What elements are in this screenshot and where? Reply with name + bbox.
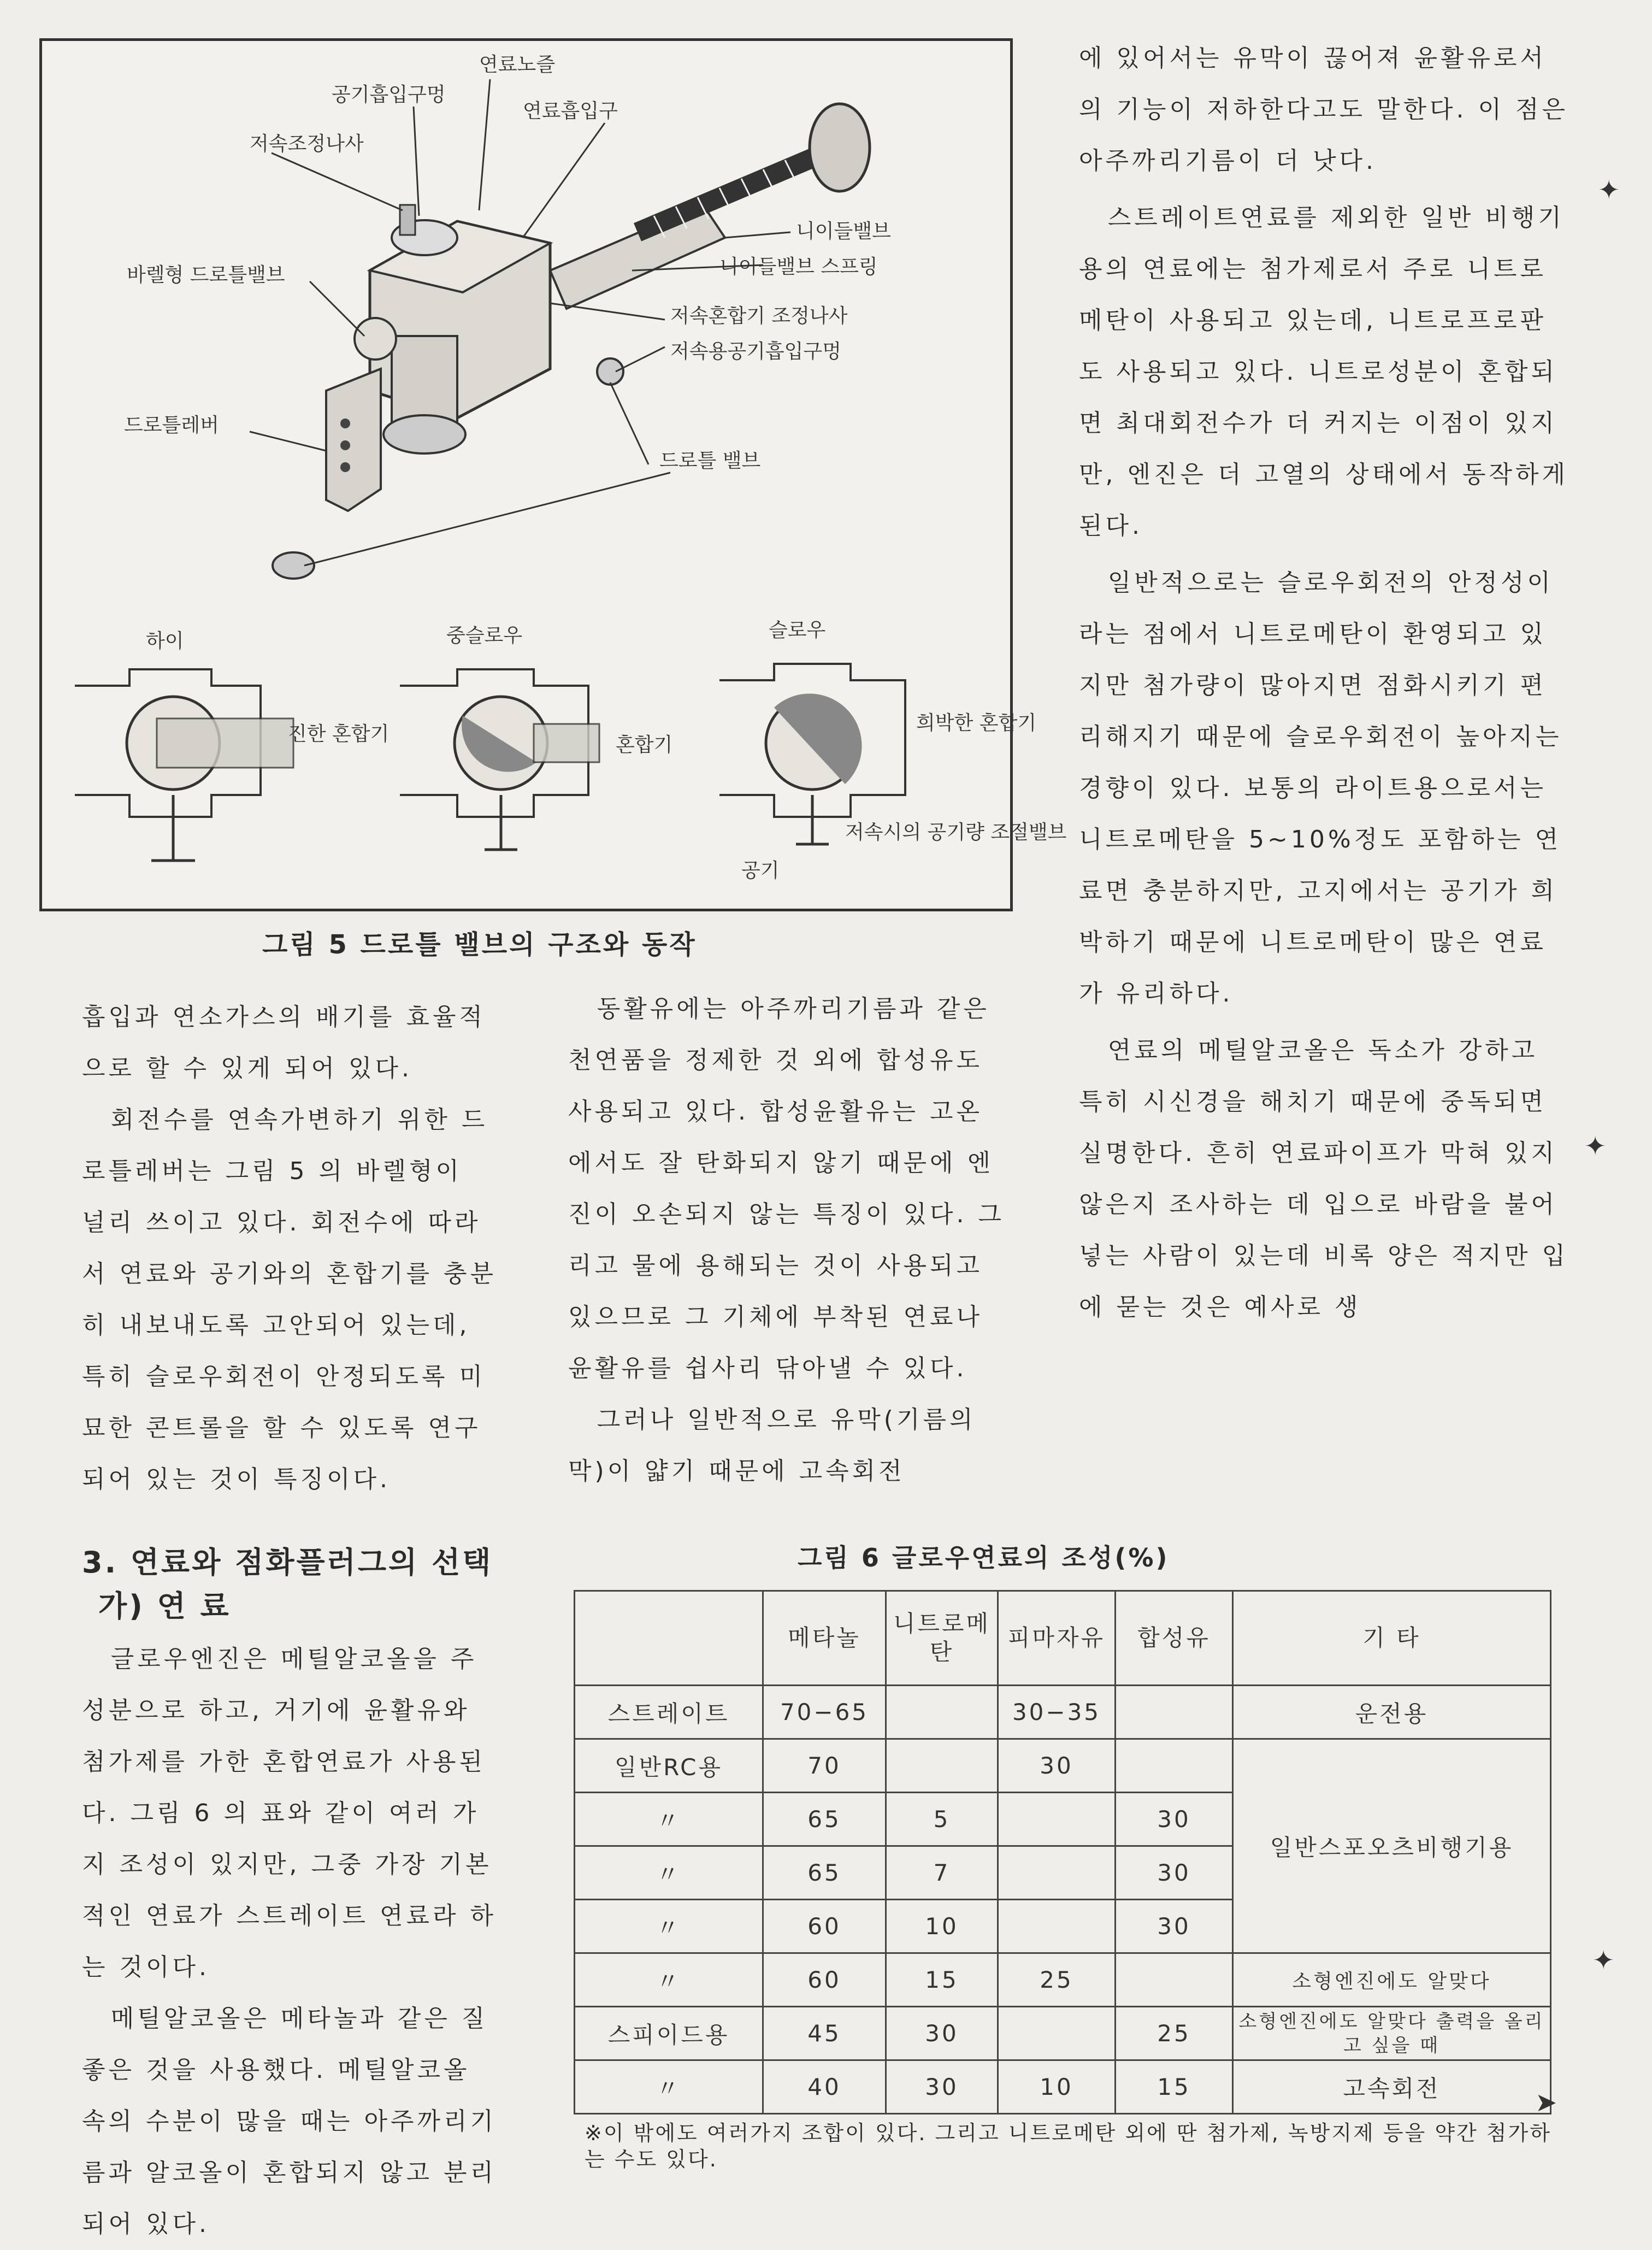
castor-cell: 10: [998, 2060, 1116, 2114]
synthetic-cell: [1116, 1953, 1233, 2007]
synthetic-cell: 30: [1116, 1846, 1233, 1900]
table-row: [575, 1953, 1551, 2007]
synthetic-cell: 30: [1116, 1900, 1233, 1953]
label-needle-spring: 니이들밸브 스프링: [719, 256, 878, 278]
label-mixture: 혼합기: [616, 734, 673, 756]
methanol-cell: 70−65: [763, 1686, 886, 1739]
castor-cell: [998, 2007, 1116, 2060]
paragraph: 글로우엔진은 메틸알코올을 주성분으로 하고, 거기에 윤활유와 첨가제를 가한 혼합연료가 사용된다. 그림 6 의 표와 같이 여러 가지 조성이 있지만, 그중 가장 기본적인 연료가 스트레이트 연료라 하는 것이다.: [82, 1645, 497, 1981]
margin-mark-icon: ➤: [1535, 2087, 1557, 2118]
paragraph: 회전수를 연속가변하기 위한 드로틀레버는 그림 5 의 바렐형이 널리 쓰이고 있다. 회전수에 따라서 연료와 공기와의 혼합기를 충분히 내보내도록 고안되어 있는데, 특히 슬로우회전이 안정되도록 미묘한 콘트롤을 할 수 있도록 연구되어 있는 것이 특징이다.: [82, 1106, 497, 1493]
label-throttle-lever: 드로틀레버: [124, 414, 219, 437]
section-body: [82, 1634, 497, 2238]
nitro-cell: 15: [886, 1953, 998, 2007]
header-cell: [575, 1591, 763, 1686]
header-cell: 기 타: [1233, 1591, 1551, 1686]
label-lean-mixture: 희박한 혼합기: [916, 712, 1037, 734]
header-cell: 메타놀: [763, 1591, 886, 1686]
other-cell: 운전용: [1233, 1686, 1551, 1739]
right-text-column: [1079, 33, 1571, 1333]
label-rich-mixture: 진한 혼합기: [288, 723, 390, 745]
row-name: 스트레이트: [575, 1686, 763, 1739]
row-name: 〃: [575, 1900, 763, 1953]
figure-6-caption: 그림 6 글로우연료의 조성(%): [798, 1543, 1170, 1572]
synthetic-cell: 25: [1116, 2007, 1233, 2060]
section-subheading: 가) 연 료: [98, 1589, 231, 1623]
label-air: 공기: [741, 859, 780, 882]
row-name: 스피이드용: [575, 2007, 763, 2060]
row-name: 〃: [575, 1793, 763, 1846]
middle-text-column: [568, 983, 1005, 1508]
label-mid-slow: 중슬로우: [446, 625, 523, 647]
nitro-cell: 5: [886, 1793, 998, 1846]
nitro-cell: 7: [886, 1846, 998, 1900]
header-cell: 피마자유: [998, 1591, 1116, 1686]
row-name: 〃: [575, 2060, 763, 2114]
castor-cell: 25: [998, 1953, 1116, 2007]
figure-5-diagram: [39, 38, 1067, 911]
fuel-composition-table: [574, 1590, 1551, 2114]
table-row: [575, 2007, 1551, 2060]
group-note-cell: 일반스포오츠비행기용: [1233, 1739, 1551, 1953]
synthetic-cell: 30: [1116, 1793, 1233, 1846]
methanol-cell: 60: [763, 1900, 886, 1953]
margin-mark-icon: ✦: [1598, 175, 1620, 205]
synthetic-cell: [1116, 1686, 1233, 1739]
table-row: [575, 1739, 1551, 1793]
label-rotary-throttle: 바렐형 드로틀밸브: [127, 264, 285, 286]
table-row: [575, 2060, 1551, 2114]
row-name: 일반RC용: [575, 1739, 763, 1793]
label-low-air-valve: 저속시의 공기량 조절밸브: [845, 821, 1067, 844]
methanol-cell: 40: [763, 2060, 886, 2114]
castor-cell: 30: [998, 1739, 1116, 1793]
paragraph: 동활유에는 아주까리기름과 같은 천연품을 정제한 것 외에 합성유도 사용되고 있다. 합성윤활유는 고온에서도 잘 탄화되지 않기 때문에 엔진이 오손되지 않는 특징이 있다. 그리고 물에 용해되는 것이 사용되고 있으므로 그 기체에 부착된 연료나 윤활유를 쉽사리 닦아낼 수 있다.: [568, 995, 1005, 1382]
section-heading-block: [82, 1541, 493, 1628]
label-throttle-valve: 드로틀 밸브: [659, 450, 761, 472]
label-low-speed-air-port: 저속용공기흡입구멍: [670, 340, 841, 363]
castor-cell: [998, 1846, 1116, 1900]
nitro-cell: [886, 1739, 998, 1793]
label-needle-valve: 니이들밸브: [796, 220, 891, 243]
synthetic-cell: 15: [1116, 2060, 1233, 2114]
synthetic-cell: [1116, 1739, 1233, 1793]
label-full: 하이: [146, 630, 184, 652]
throttle-valve-illustration: [42, 41, 1067, 909]
nitro-cell: 30: [886, 2060, 998, 2114]
left-text-column: [82, 992, 497, 1527]
table-footnote: ※이 밖에도 여러가지 조합이 있다. 그리고 니트로메탄 외에 딴 첨가제, 녹방지제 등을 약간 첨가하는 수도 있다.: [585, 2121, 1551, 2171]
figure-5-caption: 그림 5 드로틀 밸브의 구조와 동작: [262, 929, 697, 960]
methanol-cell: 45: [763, 2007, 886, 2060]
label-slow: 슬로우: [769, 619, 826, 641]
castor-cell: [998, 1793, 1116, 1846]
table-header-row: [575, 1591, 1551, 1686]
label-low-speed-screw: 저속조정나사: [250, 133, 364, 155]
paragraph: 메틸알코올은 메타놀과 같은 질좋은 것을 사용했다. 메틸알코올 속의 수분이 많을 때는 아주까리기름과 알코올이 혼합되지 않고 분리되어 있다.: [82, 2005, 497, 2238]
paragraph: 스트레이트연료를 제외한 일반 비행기용의 연료에는 첨가제로서 주로 니트로메탄이 사용되고 있는데, 니트로프로판도 사용되고 있다. 니트로성분이 혼합되면 최대회전수가 더 커지는 이점이 있지만, 엔진은 더 고열의 상태에서 동작하게 된다.: [1079, 204, 1568, 540]
methanol-cell: 65: [763, 1793, 886, 1846]
nitro-cell: [886, 1686, 998, 1739]
header-cell: 니트로메탄: [886, 1591, 998, 1686]
label-low-speed-mixture-screw: 저속혼합기 조정나사: [670, 305, 848, 327]
castor-cell: 30−35: [998, 1686, 1116, 1739]
table-row: [575, 1686, 1551, 1739]
row-name: 〃: [575, 1846, 763, 1900]
paragraph: 에 있어서는 유막이 끊어져 윤활유로서의 기능이 저하한다고도 말한다. 이 점은 아주까리기름이 더 낫다.: [1079, 44, 1568, 175]
methanol-cell: 65: [763, 1846, 886, 1900]
methanol-cell: 60: [763, 1953, 886, 2007]
methanol-cell: 70: [763, 1739, 886, 1793]
other-cell: 고속회전: [1233, 2060, 1551, 2114]
nitro-cell: 30: [886, 2007, 998, 2060]
label-fuel-inlet: 연료흡입구: [523, 100, 618, 122]
other-cell: 소형엔진에도 알맞다: [1233, 1953, 1551, 2007]
section-heading: 3. 연료와 점화플러그의 선택: [82, 1545, 493, 1580]
other-cell: 소형엔진에도 알맞다 출력을 올리고 싶을 때: [1233, 2007, 1551, 2060]
label-fuel-nozzle: 연료노즐: [479, 54, 556, 76]
row-name: 〃: [575, 1953, 763, 2007]
paragraph: 일반적으로는 슬로우회전의 안정성이라는 점에서 니트로메탄이 환영되고 있지만 첨가량이 많아지면 점화시키기 편리해지기 때문에 슬로우회전이 높아지는 경향이 있다. 보통의 라이트용으로서는 니트로메탄을 5~10%정도 포함하는 연료면 충분하지만, 고지에서는 공기가 희박하기 때문에 니트로메탄이 많은 연료가 유리하다.: [1079, 569, 1562, 1008]
paragraph: 그러나 일반적으로 유막(기름의 막)이 얇기 때문에 고속회전: [568, 1406, 976, 1485]
castor-cell: [998, 1900, 1116, 1953]
margin-mark-icon: ✦: [1584, 1131, 1607, 1162]
margin-mark-icon: ✦: [1592, 1945, 1615, 1976]
label-intake-port: 공기흡입구멍: [332, 84, 446, 106]
paragraph: 연료의 메틸알코올은 독소가 강하고 특히 시신경을 해치기 때문에 중독되면 실명한다. 흔히 연료파이프가 막혀 있지 않은지 조사하는 데 입으로 바람을 불어 넣는 사람이 있는데 비록 양은 적지만 입에 묻는 것은 예사로 생: [1079, 1036, 1568, 1321]
paragraph: 흡입과 연소가스의 배기를 효율적으로 할 수 있게 되어 있다.: [82, 1003, 486, 1082]
header-cell: 합성유: [1116, 1591, 1233, 1686]
nitro-cell: 10: [886, 1900, 998, 1953]
